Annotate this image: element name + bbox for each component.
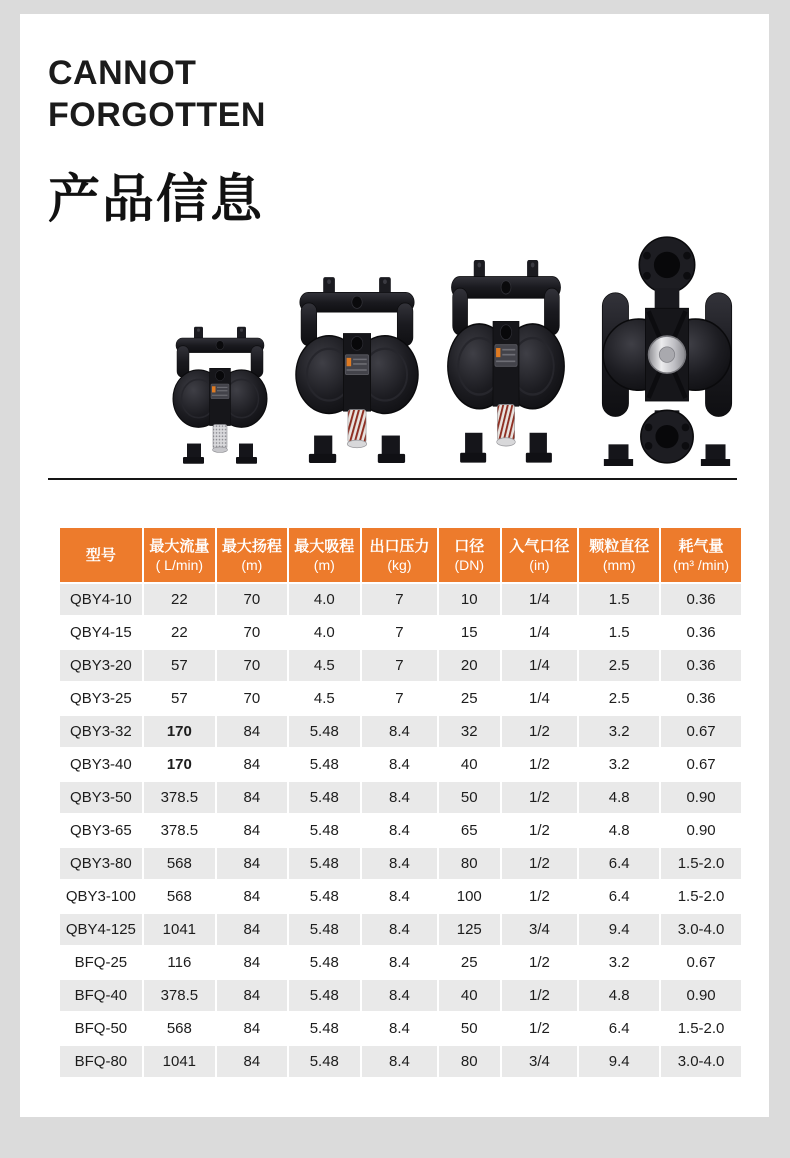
column-header: 出口压力 (kg)	[362, 528, 437, 582]
spec-cell: 0.90	[661, 980, 741, 1011]
table-row	[60, 650, 741, 681]
logo-bar-top	[714, 57, 734, 61]
model-cell: QBY3-25	[60, 683, 142, 714]
model-cell: BFQ-25	[60, 947, 142, 978]
table-row	[60, 848, 741, 879]
spec-cell: 32	[439, 716, 500, 747]
spec-cell: 4.0	[289, 617, 360, 648]
spec-cell: 3/4	[502, 1046, 578, 1077]
spec-cell: 84	[217, 980, 287, 1011]
logo-bar-middle	[709, 63, 734, 68]
spec-cell: 8.4	[362, 782, 437, 813]
spec-cell: 25	[439, 683, 500, 714]
spec-cell: 80	[439, 1046, 500, 1077]
spec-cell: 84	[217, 782, 287, 813]
spec-cell: 1/4	[502, 617, 578, 648]
spec-cell: 8.4	[362, 914, 437, 945]
spec-cell: 378.5	[144, 980, 215, 1011]
spec-cell: 1041	[144, 914, 215, 945]
spec-cell: 4.5	[289, 683, 360, 714]
spec-cell: 70	[217, 584, 287, 615]
spec-cell: 5.48	[289, 914, 360, 945]
model-cell: QBY3-40	[60, 749, 142, 780]
spec-cell: 5.48	[289, 815, 360, 846]
table-row	[60, 782, 741, 813]
spec-cell: 57	[144, 650, 215, 681]
column-header: 入气口径 (in)	[502, 528, 578, 582]
spec-cell: 5.48	[289, 848, 360, 879]
spec-cell: 3/4	[502, 914, 578, 945]
column-header: 耗气量 (m³ /min)	[661, 528, 741, 582]
table-row	[60, 749, 741, 780]
spec-cell: 1/2	[502, 947, 578, 978]
spec-cell: 3.0-4.0	[661, 1046, 741, 1077]
spec-cell: 7	[362, 617, 437, 648]
spec-cell: 170	[144, 716, 215, 747]
product-image-row	[170, 234, 769, 466]
model-cell: QBY3-32	[60, 716, 142, 747]
spec-cell: 84	[217, 1013, 287, 1044]
column-header: 型号	[60, 528, 142, 582]
spec-cell: 170	[144, 749, 215, 780]
spec-cell: 1.5-2.0	[661, 848, 741, 879]
table-row	[60, 1013, 741, 1044]
table-header-row	[60, 528, 741, 582]
spec-cell: 3.2	[579, 749, 659, 780]
spec-cell: 84	[217, 947, 287, 978]
column-header: 最大吸程 (m)	[289, 528, 360, 582]
diaphragm-pump-photo-4	[590, 234, 744, 466]
spec-cell: 5.48	[289, 980, 360, 1011]
spec-cell: 25	[439, 947, 500, 978]
spec-cell: 8.4	[362, 881, 437, 912]
spec-cell: 84	[217, 848, 287, 879]
model-cell: QBY4-15	[60, 617, 142, 648]
spec-cell: 0.36	[661, 617, 741, 648]
spec-cell: 1/4	[502, 650, 578, 681]
model-cell: QBY3-80	[60, 848, 142, 879]
logo-bar-bottom	[709, 70, 739, 76]
spec-cell: 378.5	[144, 782, 215, 813]
spec-cell: 40	[439, 980, 500, 1011]
table-row	[60, 617, 741, 648]
spec-cell: 15	[439, 617, 500, 648]
page-title: 产品信息	[48, 171, 265, 229]
brand-tagline	[48, 14, 769, 136]
spec-cell: 84	[217, 881, 287, 912]
spec-cell: 1/4	[502, 683, 578, 714]
spec-cell: 1/2	[502, 980, 578, 1011]
spec-cell: 1/2	[502, 815, 578, 846]
spec-cell: 1/2	[502, 782, 578, 813]
spec-cell: 1.5-2.0	[661, 1013, 741, 1044]
spec-cell: 22	[144, 584, 215, 615]
spec-cell: 1/4	[502, 584, 578, 615]
spec-cell: 378.5	[144, 815, 215, 846]
spec-cell: 5.48	[289, 947, 360, 978]
spec-cell: 0.90	[661, 815, 741, 846]
spec-cell: 5.48	[289, 782, 360, 813]
spec-cell: 22	[144, 617, 215, 648]
spec-cell: 0.67	[661, 716, 741, 747]
spec-cell: 1.5	[579, 617, 659, 648]
spec-cell: 4.8	[579, 815, 659, 846]
spec-cell: 1/2	[502, 881, 578, 912]
spec-cell: 568	[144, 881, 215, 912]
spec-table	[58, 526, 743, 1079]
spec-cell: 125	[439, 914, 500, 945]
spec-cell: 84	[217, 815, 287, 846]
model-cell: BFQ-40	[60, 980, 142, 1011]
spec-cell: 65	[439, 815, 500, 846]
spec-cell: 5.48	[289, 881, 360, 912]
column-header: 最大流量 ( L/min)	[144, 528, 215, 582]
spec-cell: 7	[362, 584, 437, 615]
spec-cell: 3.0-4.0	[661, 914, 741, 945]
spec-cell: 40	[439, 749, 500, 780]
spec-cell: 5.48	[289, 1013, 360, 1044]
product-info-card	[20, 14, 769, 1117]
spec-cell: 568	[144, 848, 215, 879]
spec-cell: 5.48	[289, 749, 360, 780]
spec-cell: 0.67	[661, 749, 741, 780]
spec-cell: 0.36	[661, 650, 741, 681]
spec-cell: 8.4	[362, 1013, 437, 1044]
table-row	[60, 716, 741, 747]
model-cell: QBY3-20	[60, 650, 142, 681]
model-cell: QBY3-65	[60, 815, 142, 846]
spec-cell: 6.4	[579, 1013, 659, 1044]
spec-cell: 70	[217, 617, 287, 648]
table-row	[60, 584, 741, 615]
spec-cell: 5.48	[289, 1046, 360, 1077]
table-row	[60, 947, 741, 978]
spec-cell: 568	[144, 1013, 215, 1044]
spec-cell: 50	[439, 1013, 500, 1044]
spec-cell: 0.90	[661, 782, 741, 813]
spec-cell: 0.67	[661, 947, 741, 978]
section-divider	[48, 478, 737, 480]
spec-cell: 4.8	[579, 980, 659, 1011]
spec-cell: 0.36	[661, 683, 741, 714]
spec-cell: 1.5	[579, 584, 659, 615]
spec-cell: 1.5-2.0	[661, 881, 741, 912]
spec-cell: 8.4	[362, 848, 437, 879]
table-row	[60, 881, 741, 912]
spec-cell: 50	[439, 782, 500, 813]
tagline-line-1: CANNOT	[48, 54, 197, 92]
spec-cell: 4.8	[579, 782, 659, 813]
spec-cell: 20	[439, 650, 500, 681]
spec-cell: 70	[217, 650, 287, 681]
spec-cell: 2.5	[579, 650, 659, 681]
spec-cell: 116	[144, 947, 215, 978]
model-cell: QBY3-50	[60, 782, 142, 813]
diaphragm-pump-photo-2	[292, 268, 422, 466]
spec-cell: 4.0	[289, 584, 360, 615]
spec-cell: 8.4	[362, 947, 437, 978]
column-header: 口径 (DN)	[439, 528, 500, 582]
spec-cell: 1/2	[502, 848, 578, 879]
spec-cell: 3.2	[579, 716, 659, 747]
spec-cell: 8.4	[362, 716, 437, 747]
spec-cell: 8.4	[362, 1046, 437, 1077]
model-cell: QBY3-100	[60, 881, 142, 912]
spec-cell: 6.4	[579, 881, 659, 912]
spec-cell: 1/2	[502, 1013, 578, 1044]
table-row	[60, 980, 741, 1011]
spec-cell: 6.4	[579, 848, 659, 879]
diaphragm-pump-photo-3	[444, 250, 568, 466]
spec-cell: 3.2	[579, 947, 659, 978]
spec-cell: 100	[439, 881, 500, 912]
brand-bars-icon	[709, 57, 739, 76]
spec-cell: 5.48	[289, 716, 360, 747]
spec-cell: 1/2	[502, 749, 578, 780]
column-header: 最大扬程 (m)	[217, 528, 287, 582]
spec-cell: 4.5	[289, 650, 360, 681]
spec-cell: 0.36	[661, 584, 741, 615]
spec-cell: 84	[217, 749, 287, 780]
model-cell: QBY4-125	[60, 914, 142, 945]
spec-cell: 10	[439, 584, 500, 615]
spec-cell: 70	[217, 683, 287, 714]
spec-cell: 9.4	[579, 914, 659, 945]
spec-cell: 1041	[144, 1046, 215, 1077]
spec-cell: 84	[217, 1046, 287, 1077]
spec-cell: 80	[439, 848, 500, 879]
spec-cell: 8.4	[362, 749, 437, 780]
spec-cell: 2.5	[579, 683, 659, 714]
model-cell: BFQ-80	[60, 1046, 142, 1077]
tagline-line-2: FORGOTTEN	[48, 96, 266, 134]
table-row	[60, 1046, 741, 1077]
column-header: 颗粒直径 (mm)	[579, 528, 659, 582]
table-row	[60, 914, 741, 945]
model-cell: QBY4-10	[60, 584, 142, 615]
spec-cell: 7	[362, 650, 437, 681]
table-row	[60, 815, 741, 846]
diaphragm-pump-photo-1	[170, 320, 270, 466]
spec-cell: 8.4	[362, 815, 437, 846]
spec-cell: 1/2	[502, 716, 578, 747]
spec-cell: 8.4	[362, 980, 437, 1011]
spec-cell: 9.4	[579, 1046, 659, 1077]
spec-cell: 84	[217, 914, 287, 945]
model-cell: BFQ-50	[60, 1013, 142, 1044]
spec-cell: 57	[144, 683, 215, 714]
spec-cell: 7	[362, 683, 437, 714]
table-row	[60, 683, 741, 714]
spec-cell: 84	[217, 716, 287, 747]
